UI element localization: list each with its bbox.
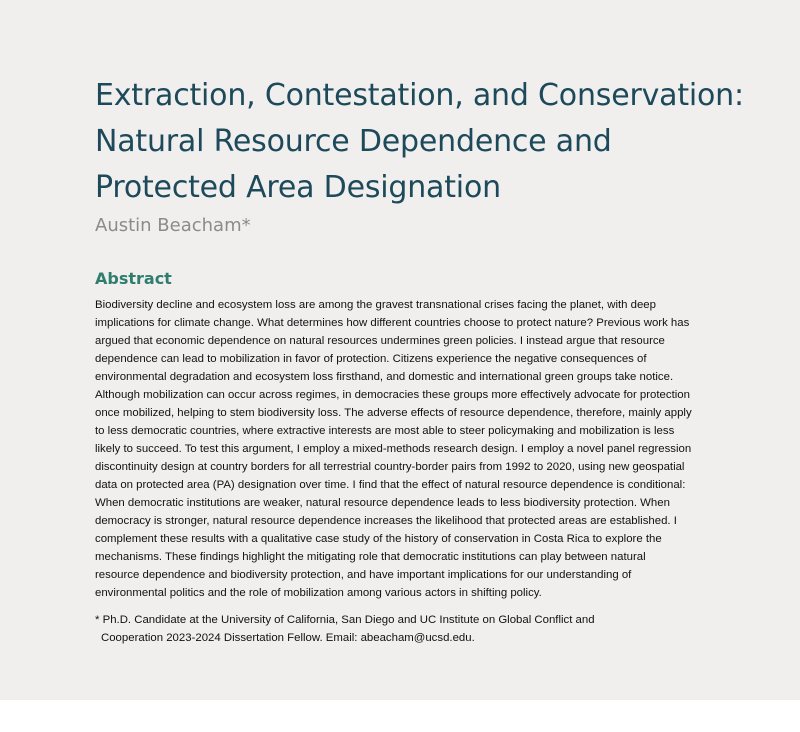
abstract-line: likely to succeed. To test this argument, I employ a mixed-methods research design. I employ a novel panel regression [95, 443, 692, 455]
abstract-line: resource dependence and biodiversity protection, and have important implications for our understanding of [95, 569, 632, 581]
abstract-line: dependence can lead to mobilization in favor of protection. Citizens experience the negative consequences of [95, 353, 647, 365]
title-line-2: Natural Resource Dependence and [95, 124, 612, 159]
abstract-line: complement these results with a qualitative case study of the history of conservation in Costa Rica to explore the [95, 533, 662, 545]
abstract-line: Although mobilization can occur across regimes, in democracies these groups more effectively advocate for protection [95, 389, 690, 401]
abstract-line: to less democratic countries, where extractive interests are most able to steer policymaking and mobilization is less [95, 425, 675, 437]
abstract-line: argued that economic dependence on natural resources undermines green policies. I instead argue that resource [95, 335, 665, 347]
footnote-line: Cooperation 2023-2024 Dissertation Fellow. Email: abeacham@ucsd.edu. [101, 632, 475, 644]
abstract-line: Biodiversity decline and ecosystem loss are among the gravest transnational crises facing the planet, with deep [95, 299, 656, 311]
footnote-line: * Ph.D. Candidate at the University of California, San Diego and UC Institute on Global Conflict and [95, 614, 595, 626]
abstract-line: environmental degradation and ecosystem loss firsthand, and domestic and international green groups take notice. [95, 371, 674, 383]
abstract-line: data on protected area (PA) designation over time. I find that the effect of natural resource dependence is conditional: [95, 479, 686, 491]
abstract-line: implications for climate change. What determines how different countries choose to protect nature? Previous work has [95, 317, 690, 329]
abstract-line: mechanisms. These findings highlight the mitigating role that democratic institutions can play between natural [95, 551, 646, 563]
abstract-line: discontinuity design at country borders for all terrestrial country-border pairs from 1992 to 2020, using new geospatial [95, 461, 685, 473]
abstract-heading: Abstract [95, 269, 172, 288]
paper-title [95, 73, 755, 211]
title-line-3: Protected Area Designation [95, 170, 501, 205]
author-footnote [95, 611, 735, 647]
title-line-1: Extraction, Contestation, and Conservation: [95, 78, 744, 113]
author-name: Austin Beacham* [95, 215, 251, 236]
abstract-line: When democratic institutions are weaker, natural resource dependence leads to less biodiversity protection. When [95, 497, 670, 509]
abstract-line: democracy is stronger, natural resource dependence increases the likelihood that protected areas are established. I [95, 515, 677, 527]
abstract-line: environmental politics and the role of mobilization among various actors in shifting policy. [95, 587, 542, 599]
abstract-line: once mobilized, helping to stem biodiversity loss. The adverse effects of resource dependence, therefore, mainly apply [95, 407, 692, 419]
abstract-body [95, 296, 735, 602]
